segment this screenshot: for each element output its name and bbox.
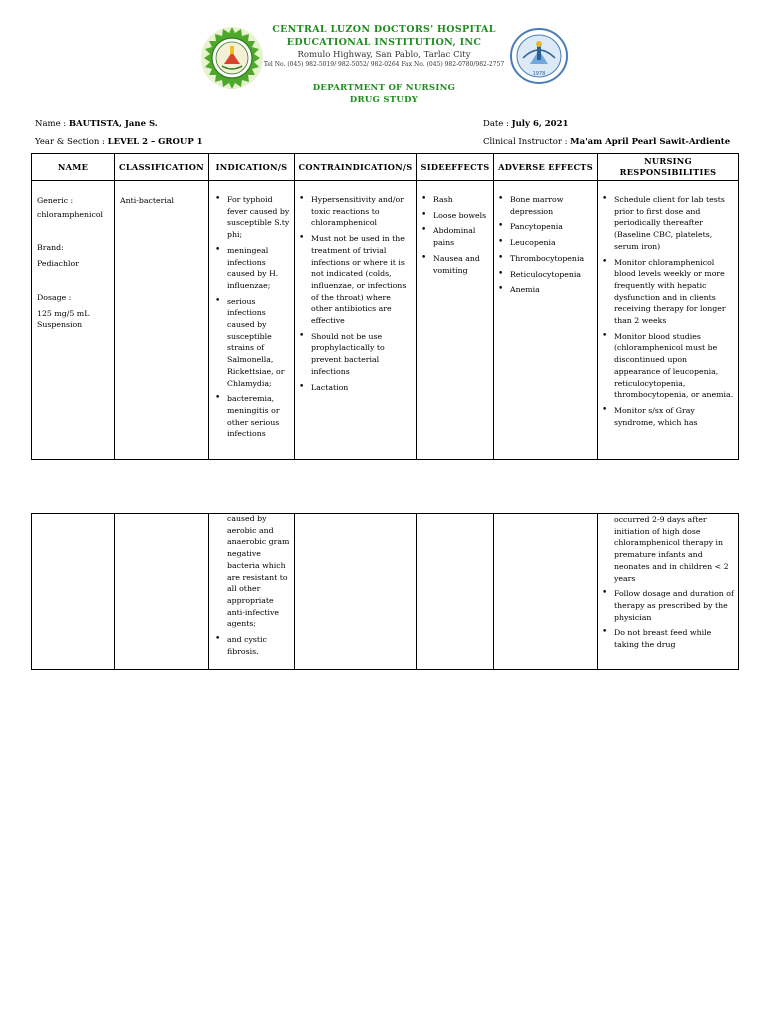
instructor-label: Clinical Instructor :	[483, 137, 568, 147]
list-item: • Leucopenia	[510, 237, 594, 249]
list-item: • Do not breast feed while taking the drug	[614, 627, 735, 650]
classification-cell	[115, 181, 209, 460]
list-item: • Rash	[433, 194, 490, 206]
brand-label: Brand:	[37, 243, 64, 253]
brand-value: Pediachlor	[37, 259, 79, 269]
nursing-cell	[598, 181, 739, 460]
list-item: • Thrombocytopenia	[510, 253, 594, 265]
dosage-value: 125 mg/5 mL Suspension	[37, 308, 90, 330]
contraindications-cell	[295, 181, 417, 460]
table-row	[32, 514, 739, 670]
side-effects-cell-empty	[417, 514, 494, 670]
classification-cell-empty	[115, 514, 209, 670]
list-item-continued: occurred 2-9 days after initiation of high dose chloramphenicol therapy in premature infants and neonates and in children < 2 years	[614, 515, 729, 583]
contraindications-cell-empty	[295, 514, 417, 670]
list-item: • Monitor s/sx of Gray syndrome, which has	[614, 405, 735, 428]
hospital-contacts: Tel No. (045) 982-5019/ 982-5052/ 982-0264 Fax No. (045) 982-0780/982-2757	[263, 61, 505, 68]
name-cell	[32, 181, 115, 460]
table-header-row	[32, 154, 739, 181]
drug-study-table-continued	[31, 513, 739, 670]
col-header-nursing: NURSING RESPONSIBILITIES	[598, 154, 739, 181]
classification-value: Anti-bacterial	[120, 196, 175, 205]
list-item: • Abdominal pains	[433, 225, 490, 248]
col-header-classification: CLASSIFICATION	[115, 154, 209, 181]
list-item: • Must not be used in the treatment of trivial infections or where it is not indicated (colds, influenzae, or infections of the throat) where other antibiotics are effective	[311, 233, 413, 327]
date-label: Date :	[483, 119, 509, 129]
col-header-contraindications: CONTRAINDICATION/S	[295, 154, 417, 181]
side-effects-cell	[417, 181, 494, 460]
col-header-indications: INDICATION/S	[209, 154, 295, 181]
instructor-line	[483, 137, 730, 147]
list-item: • Hypersensitivity and/or toxic reactions to chloramphenicol	[311, 194, 413, 229]
list-item-continued: caused by aerobic and anaerobic gram negative bacteria which are resistant to all other appropriate anti-infective agents;	[227, 514, 290, 629]
list-item: • bacteremia, meningitis or other serious infections	[227, 393, 291, 440]
student-name-line	[35, 119, 158, 129]
date-value: July 6, 2021	[511, 119, 569, 129]
list-item: • Should not be use prophylactically to prevent bacterial infections	[311, 331, 413, 378]
section-value: LEVEL 2 – GROUP 1	[107, 137, 203, 147]
list-item: • Loose bowels	[433, 210, 490, 222]
list-item: • Monitor blood studies (chloramphenicol must be discontinued upon appearance of leucopenia, reticulocytopenia, thrombocytopenia, or anemia.	[614, 331, 735, 401]
generic-label: Generic :	[37, 196, 74, 205]
adverse-effects-cell	[494, 181, 598, 460]
list-item: • For typhoid fever caused by susceptible S.ty phi;	[227, 194, 291, 241]
name-cell-empty	[32, 514, 115, 670]
list-item: • meningeal infections caused by H. influenzae;	[227, 245, 291, 292]
col-header-name: NAME	[32, 154, 115, 181]
name-value: BAUTISTA, Jane S.	[68, 119, 158, 129]
indications-cell-continued	[209, 514, 295, 670]
dosage-label: Dosage :	[37, 292, 72, 302]
list-item: • serious infections caused by susceptible strains of Salmonella, Rickettsiae, or Chlamydia;	[227, 296, 291, 390]
seal-year: 1978	[532, 71, 546, 77]
list-item: • Bone marrow depression	[510, 194, 594, 217]
hospital-address: Romulo Highway, San Pablo, Tarlac City	[297, 50, 471, 60]
document-title: DRUG STUDY	[349, 95, 419, 105]
department-title: DEPARTMENT OF NURSING	[312, 83, 456, 93]
col-header-side-effects: SIDEEFFECTS	[417, 154, 494, 181]
list-item: • Pancytopenia	[510, 221, 594, 233]
list-item: • Nausea and vomiting	[433, 253, 490, 276]
list-item: • Reticulocytopenia	[510, 269, 594, 281]
section-label: Year & Section :	[35, 137, 105, 147]
list-item: • Follow dosage and duration of therapy as prescribed by the physician	[614, 588, 735, 623]
list-item: • Lactation	[311, 382, 413, 394]
table-row	[32, 181, 739, 460]
hospital-name: CENTRAL LUZON DOCTORS' HOSPITAL	[272, 24, 496, 35]
instructor-value: Ma'am April Pearl Sawit-Ardiente	[570, 137, 731, 147]
name-label: Name :	[35, 119, 67, 129]
col-header-adverse-effects: ADVERSE EFFECTS	[494, 154, 598, 181]
adverse-effects-cell-empty	[494, 514, 598, 670]
section-line	[35, 137, 203, 147]
nursing-cell-continued	[598, 514, 739, 670]
list-item: • Monitor chloramphenicol blood levels weekly or more frequently with hepatic dysfunction and in clients receiving therapy for longer than 2 weeks	[614, 257, 735, 327]
date-line	[483, 119, 568, 129]
drug-study-table	[31, 153, 739, 460]
list-item: • Anemia	[510, 284, 594, 296]
institution-name: EDUCATIONAL INSTITUTION, INC	[286, 37, 482, 48]
indications-cell	[209, 181, 295, 460]
generic-value: chloramphenicol	[37, 209, 104, 219]
list-item: • and cystic fibrosis.	[227, 634, 291, 657]
list-item: • Schedule client for lab tests prior to first dose and periodically thereafter (Baseline CBC, platelets, serum iron)	[614, 194, 735, 253]
